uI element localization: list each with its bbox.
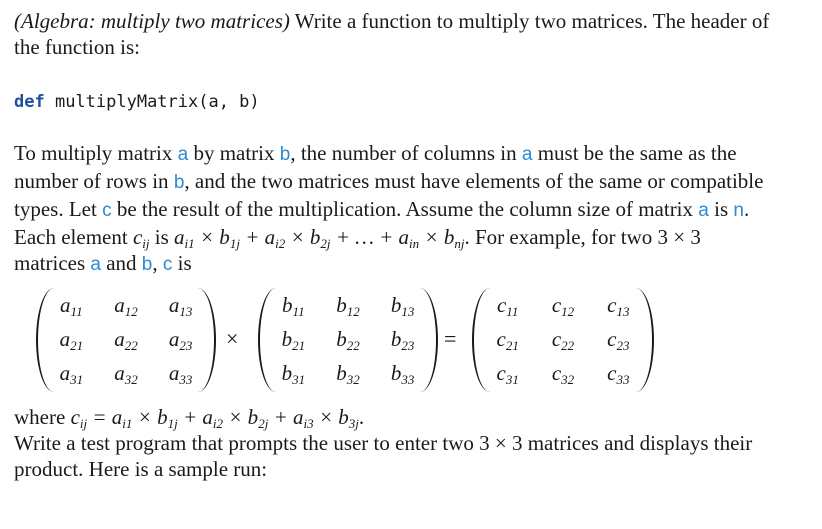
matrix-cell: $a_{21}$ [59,326,84,353]
times-sign: × [226,326,239,351]
text-segment: , [152,251,163,275]
code-var-a: a [521,144,533,165]
matrix-cell: $a_{13}$ [168,292,193,319]
matrix-b [258,288,438,392]
matrix-cell: $c_{22}$ [551,326,575,353]
matrix-cell: $a_{32}$ [114,360,138,387]
formula: $c_{ij}$ [132,225,150,251]
matrix-cell: $b_{12}$ [336,292,360,319]
text-segment: by matrix [188,141,280,165]
intro-paragraph [14,8,774,60]
matrix-cell: $c_{31}$ [496,360,519,387]
matrix-cell: $b_{11}$ [282,292,305,319]
code-var-a: a [698,200,709,221]
matrix-cell: $c_{32}$ [551,360,575,387]
matrix-cell: $a_{31}$ [59,360,84,387]
text-segment: is [172,251,192,275]
matrix-row [474,322,652,356]
equals-sign: = [444,326,457,351]
code-var-b: b [173,172,185,193]
exercise-title: (Algebra: multiply two matrices) [14,9,290,33]
matrix-cell: $b_{22}$ [336,326,360,353]
matrix-row [38,288,214,322]
matrix-row [474,356,652,390]
matrix-cell: $b_{23}$ [390,326,415,353]
text-segment: . Each element [14,197,750,249]
matrix-row [260,322,436,356]
matrix-cell: $a_{33}$ [168,360,193,387]
code-var-n: n [733,200,744,221]
matrix-row [38,322,214,356]
text-segment: . For example, for two 3 × 3 matrices [14,225,701,275]
matrix-cell: $b_{32}$ [336,360,360,387]
matrix-row [38,356,214,390]
formula-expansion: $a_{i1} \times b_{1j} + a_{i2} \times b_{2j}$ + … + $a_{in} \times b_{nj}$ [174,225,465,251]
matrix-cell: $a_{11}$ [60,292,83,319]
matrix-cell: $b_{21}$ [281,326,306,353]
code-var-b: b [141,254,153,275]
matrix-cell: $a_{22}$ [114,326,138,353]
matrix-a [36,288,216,392]
where-label: where [14,405,71,429]
code-var-a: a [90,254,101,275]
text-segment: is [708,197,734,221]
matrix-cell: $a_{12}$ [114,292,138,319]
code-keyword: def [14,92,45,112]
text-segment: , the number of columns in [290,141,522,165]
text-segment: , and the two matrices must have elements of the same or compatible types. Let [14,169,764,221]
matrix-row [260,356,436,390]
matrix-cell: $c_{12}$ [551,292,575,319]
matrix-cell: $b_{13}$ [390,292,415,319]
function-header-code [14,92,260,112]
matrix-row [474,288,652,322]
text-segment: and [100,251,142,275]
test-paragraph: Write a test program that prompts the user to enter two 3 × 3 matrices and displays their product. Here is a sample run: [14,431,753,481]
where-line: where $c_{ij} = a_{i1} \times b_{1j} + a_{i2} \times b_{2j} + a_{i3} \times b_{3j}$. [14,405,365,431]
matrix-cell: $c_{11}$ [496,292,519,319]
matrix-cell: $a_{23}$ [168,326,193,353]
code-var-c: c [102,200,112,221]
text-segment: be the result of the multiplication. Assume the column size of matrix [111,197,699,221]
code-var-b: b [279,144,291,165]
where-formula: $c_{ij} = a_{i1} \times b_{1j} + a_{i2} \times b_{2j} + a_{i3} \times b_{3j}$ [70,405,359,431]
matrix-equation [14,288,774,396]
matrix-cell: $c_{33}$ [607,360,630,387]
matrix-cell: $b_{33}$ [390,360,415,387]
description-paragraph: To multiply matrix a by matrix b, the number of columns in a must be the same as the number of rows in b, and the two matrices must have elements of the same or compatible types. Let c be the result of the multiplication. Assume the column size of matrix a is n. Each element $c_{ij}$ is $a_{i1} \times b_{1j} + a_{i2} \times b_{2j}$ + … + $a_{in} \times b_{nj}$. For example, for two 3 × 3 matrices a and b, c is [14,141,764,275]
code-var-a: a [177,144,189,165]
matrix-c [472,288,654,392]
text-segment: must be the same as the number of rows in [14,141,737,193]
code-signature: multiplyMatrix(a, b) [44,92,260,112]
matrix-cell: $b_{31}$ [281,360,306,387]
text-segment: To multiply matrix [14,141,178,165]
matrix-row [260,288,436,322]
matrix-cell: $c_{23}$ [607,326,630,353]
intro-text: Write a function to multiply two matrices. The header of the function is: [14,9,770,59]
matrix-cell: $c_{21}$ [496,326,519,353]
code-var-c: c [162,254,173,275]
matrix-cell: $c_{13}$ [607,292,630,319]
